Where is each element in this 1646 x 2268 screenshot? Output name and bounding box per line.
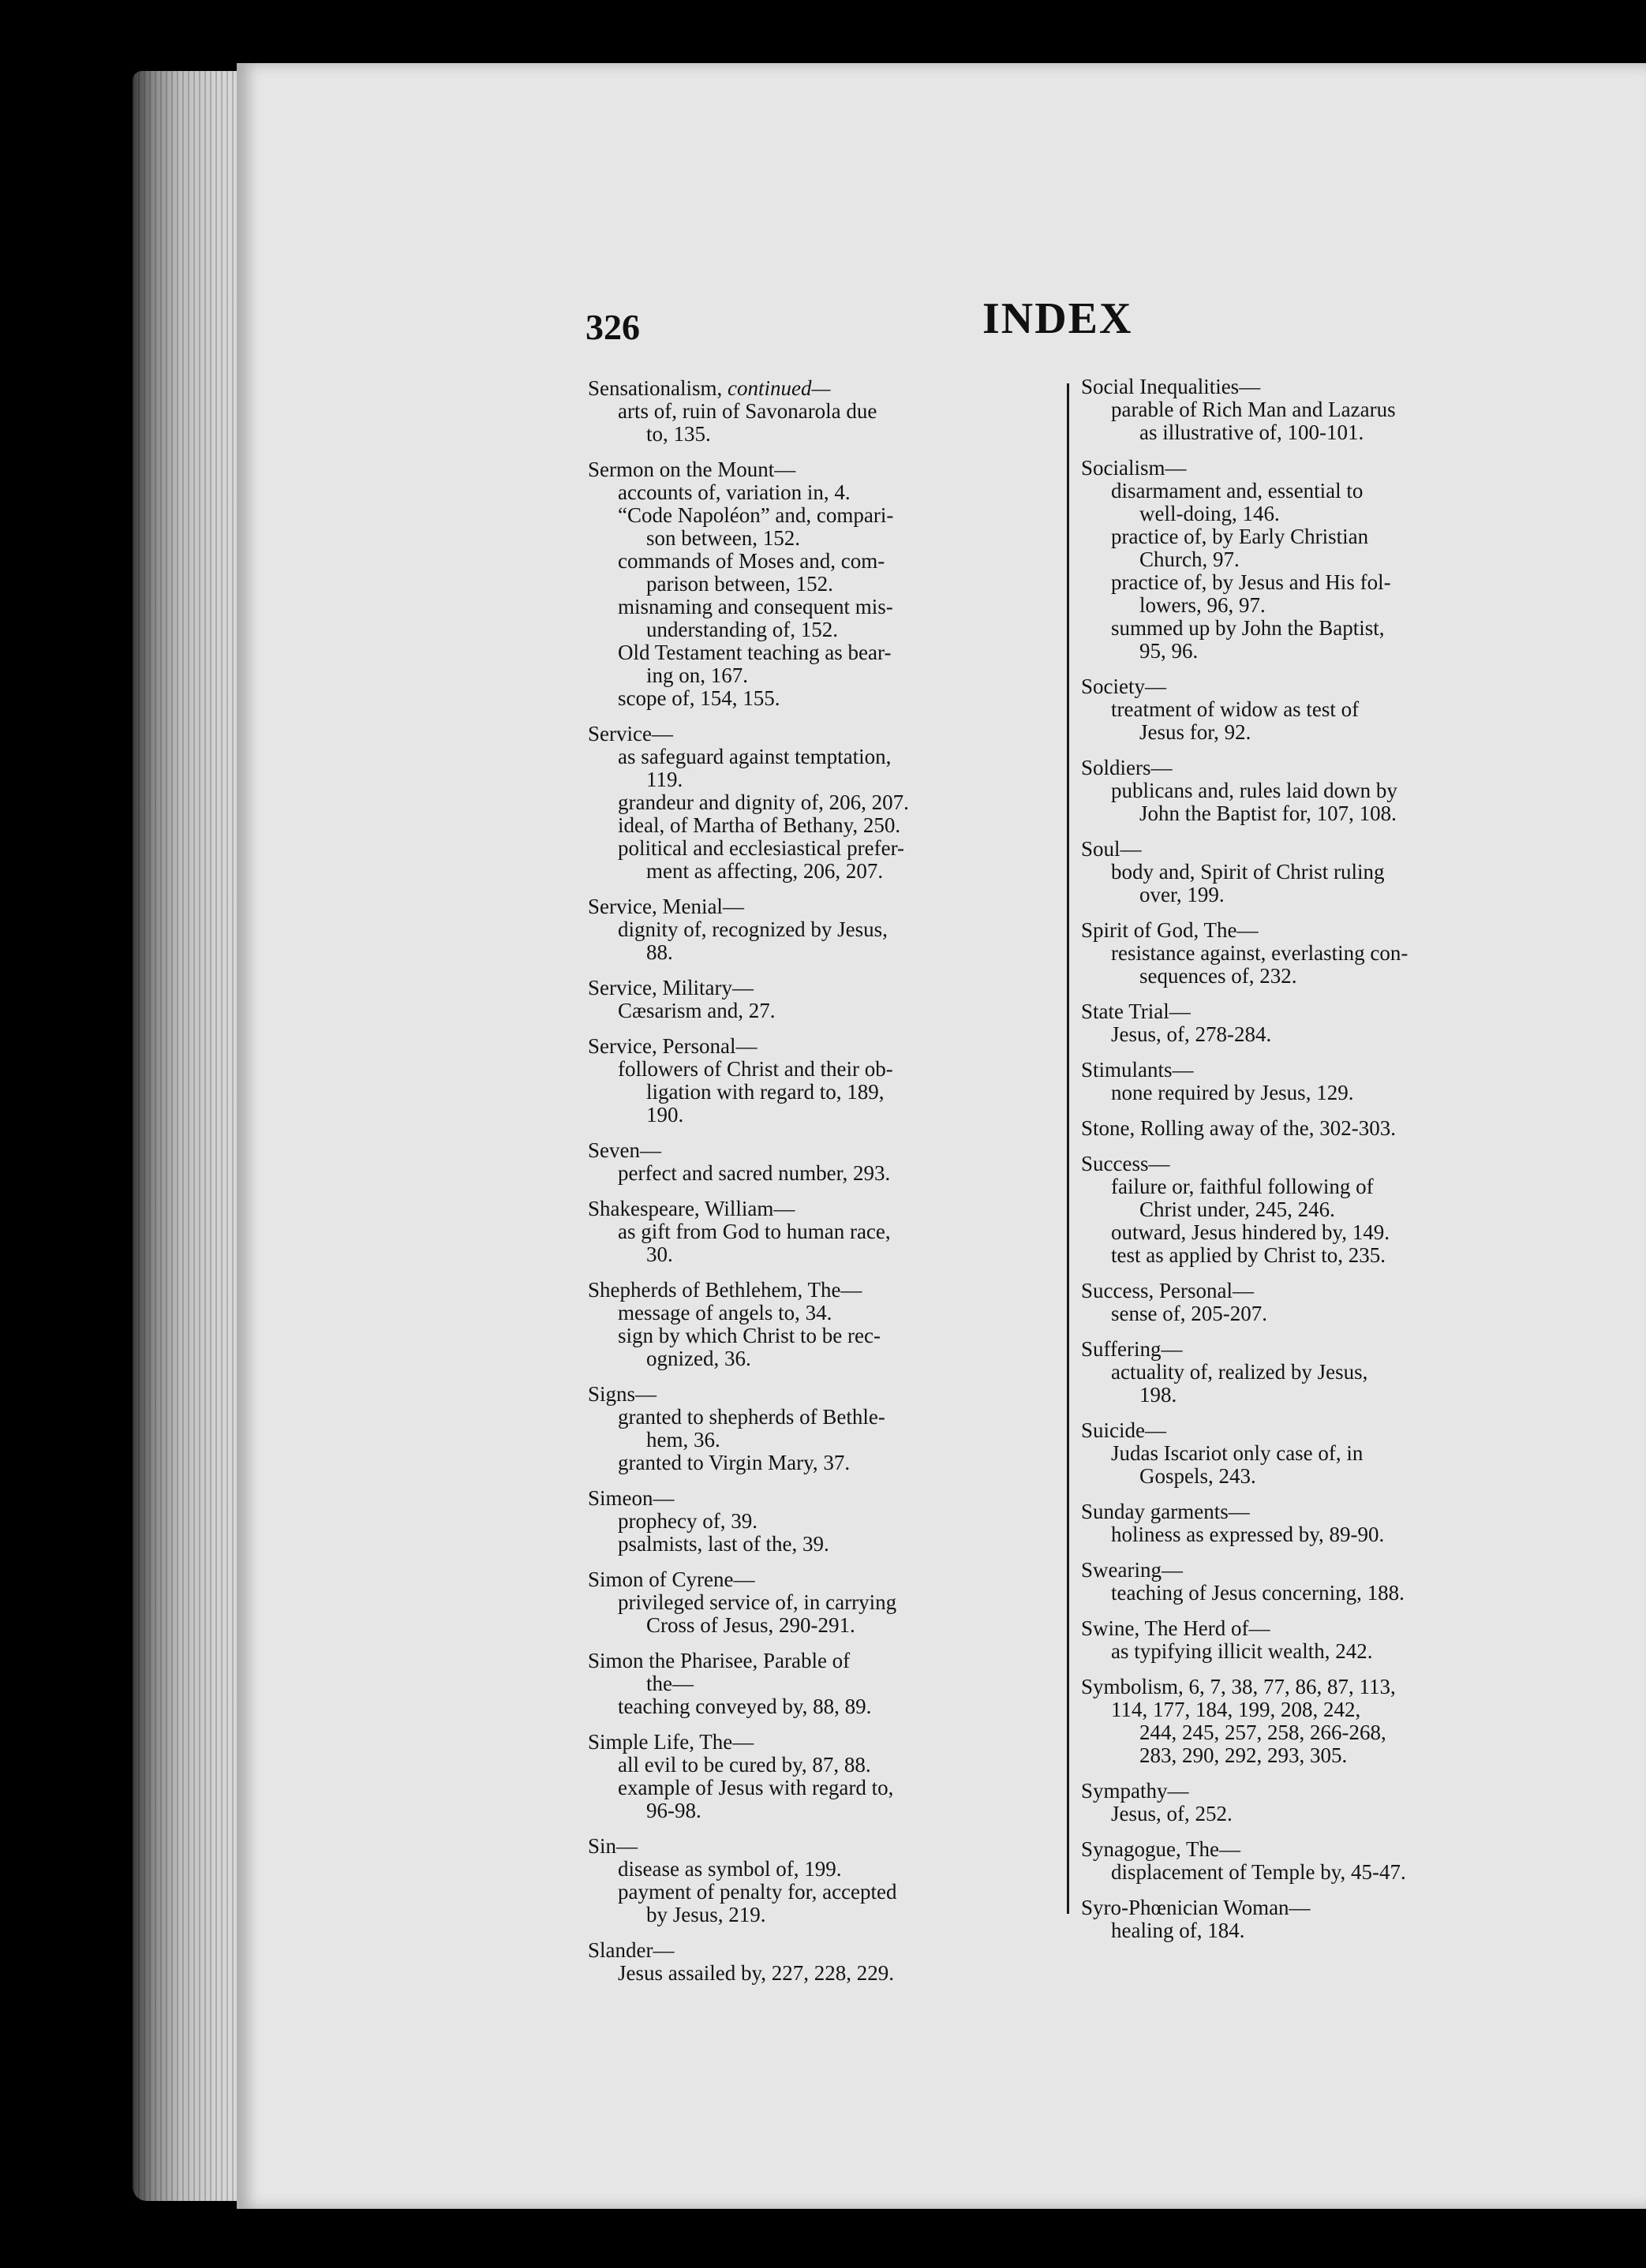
index-subentry: [1081, 942, 1562, 988]
index-heading-text: Shakespeare, William—: [588, 1197, 795, 1220]
subentry-continuation-line: ment as affecting, 206, 207.: [646, 859, 884, 883]
index-heading: [1081, 1896, 1562, 1919]
subentry-continuation-line: parison between, 152.: [646, 572, 833, 596]
index-subentry: [1081, 1803, 1562, 1825]
index-heading: [1081, 675, 1562, 698]
subentry-line: grandeur and dignity of, 206, 207.: [618, 790, 909, 814]
index-subentry: [588, 1452, 1069, 1474]
subentry-continuation-line: sequences of, 232.: [1139, 964, 1297, 988]
index-heading: [1081, 1780, 1562, 1803]
index-subentry: [1081, 1221, 1562, 1244]
index-entry: [1081, 1338, 1562, 1407]
index-heading-text: Society—: [1081, 674, 1166, 698]
index-heading-text: Success, Personal—: [1081, 1279, 1254, 1302]
index-heading-text: Service, Menial—: [588, 895, 744, 918]
index-subentry: [1081, 698, 1562, 744]
index-entry: [1081, 1617, 1562, 1663]
index-entry: [588, 1383, 1069, 1474]
index-subentry: [588, 1881, 1069, 1926]
index-heading: [1081, 1117, 1562, 1140]
subentry-continuation-line: well-doing, 146.: [1139, 502, 1280, 525]
subentry-line: misnaming and consequent mis-: [618, 595, 893, 618]
index-subentry: [588, 641, 1069, 687]
page-title: INDEX: [982, 294, 1133, 343]
subentry-continuation-line: Cross of Jesus, 290-291.: [646, 1613, 855, 1637]
subentry-continuation-line: 30.: [646, 1242, 673, 1266]
subentry-line: granted to shepherds of Bethle-: [618, 1405, 885, 1429]
index-heading-text: Sympathy—: [1081, 1779, 1189, 1803]
subentry-line: summed up by John the Baptist,: [1111, 616, 1385, 640]
index-heading-text: Shepherds of Bethlehem, The—: [588, 1278, 862, 1302]
index-heading-text: Suffering—: [1081, 1337, 1183, 1361]
index-subentry: [1081, 779, 1562, 825]
index-heading: [1081, 919, 1562, 942]
index-subentry: [1081, 525, 1562, 571]
subentry-line: failure or, faithful following of: [1111, 1175, 1374, 1198]
index-heading: [1081, 1000, 1562, 1023]
index-heading-text: Syro-Phœnician Woman—: [1081, 1896, 1311, 1919]
index-heading: [588, 1198, 1069, 1220]
subentry-continuation-line: by Jesus, 219.: [646, 1903, 766, 1926]
subentry-line: displacement of Temple by, 45-47.: [1111, 1860, 1406, 1884]
index-heading-text: Simeon—: [588, 1486, 675, 1510]
index-heading: [1081, 757, 1562, 779]
index-subentry: [588, 1695, 1069, 1718]
subentry-continuation-line: ligation with regard to, 189,: [646, 1080, 885, 1104]
index-subentry: [588, 504, 1069, 550]
subentry-line: privileged service of, in carrying: [618, 1590, 897, 1614]
index-heading-text: Swine, The Herd of—: [1081, 1616, 1270, 1640]
index-subentry: [588, 1533, 1069, 1556]
index-heading: [588, 1279, 1069, 1302]
subentry-line: actuality of, realized by Jesus,: [1111, 1360, 1368, 1384]
subentry-line: arts of, ruin of Savonarola due: [618, 399, 877, 423]
index-subentry: [1081, 861, 1562, 906]
subentry-line: accounts of, variation in, 4.: [618, 480, 851, 504]
index-entry: [588, 1139, 1069, 1185]
index-subentry: [588, 1058, 1069, 1127]
subentry-line: holiness as expressed by, 89-90.: [1111, 1523, 1385, 1546]
subentry-line: teaching of Jesus concerning, 188.: [1111, 1581, 1405, 1605]
index-entry: [1081, 1896, 1562, 1942]
index-subentry: [1081, 571, 1562, 617]
index-subentry: [588, 745, 1069, 791]
index-entry: [588, 1650, 1069, 1718]
index-subentry: [1081, 480, 1562, 525]
index-entry: [588, 458, 1069, 710]
index-heading-text: Signs—: [588, 1382, 657, 1406]
index-heading-text: Simon of Cyrene—: [588, 1567, 755, 1591]
index-entry: [1081, 1280, 1562, 1325]
index-heading: [1081, 1153, 1562, 1175]
index-heading: [1081, 1338, 1562, 1361]
index-subentry: [588, 596, 1069, 641]
subentry-line: as gift from God to human race,: [618, 1220, 891, 1243]
index-heading: [588, 458, 1069, 481]
index-entry: [588, 1279, 1069, 1370]
subentry-continuation-line: 88.: [646, 940, 673, 964]
index-subentry: [1081, 398, 1562, 444]
index-heading-note: continued—: [728, 376, 831, 400]
index-subentry: [588, 400, 1069, 446]
subentry-line: healing of, 184.: [1111, 1919, 1245, 1942]
index-subentry: [1081, 1582, 1562, 1605]
index-entry: [1081, 1676, 1562, 1767]
index-column-left: [588, 377, 1069, 1997]
index-subentry: [1081, 1302, 1562, 1325]
index-heading: [588, 1383, 1069, 1406]
subentry-continuation-line: John the Baptist for, 107, 108.: [1139, 801, 1397, 825]
index-heading: [1081, 1059, 1562, 1082]
index-heading-text: Swearing—: [1081, 1558, 1183, 1582]
index-heading-text: Sin—: [588, 1834, 638, 1858]
index-heading-text: Socialism—: [1081, 456, 1187, 480]
index-entry: [588, 377, 1069, 446]
subentry-line: granted to Virgin Mary, 37.: [618, 1451, 851, 1474]
index-heading: [588, 1835, 1069, 1858]
index-heading-text: Social Inequalities—: [1081, 375, 1261, 398]
subentry-line: treatment of widow as test of: [1111, 697, 1360, 721]
subentry-line: prophecy of, 39.: [618, 1509, 758, 1533]
subentry-continuation-line: hem, 36.: [646, 1428, 720, 1452]
subentry-line: sense of, 205-207.: [1111, 1302, 1267, 1325]
index-entry: [588, 723, 1069, 883]
subentry-line: Cæsarism and, 27.: [618, 999, 776, 1022]
subentry-line: disease as symbol of, 199.: [618, 1857, 842, 1881]
index-heading-text: Soldiers—: [1081, 756, 1173, 779]
subentry-continuation-line: 95, 96.: [1139, 639, 1199, 663]
index-heading: [1081, 1676, 1562, 1698]
subentry-line: Judas Iscariot only case of, in: [1111, 1441, 1364, 1465]
subentry-continuation-line: as illustrative of, 100-101.: [1139, 420, 1364, 444]
index-subentry: [588, 1302, 1069, 1325]
index-subentry: [588, 1962, 1069, 1985]
subentry-line: political and ecclesiastical prefer-: [618, 836, 905, 860]
index-subentry: [1081, 617, 1562, 663]
subentry-line: psalmists, last of the, 39.: [618, 1532, 829, 1556]
index-entry: [1081, 1559, 1562, 1605]
subentry-continuation-line: ing on, 167.: [646, 663, 749, 687]
page-number: 326: [585, 307, 640, 347]
index-heading: [588, 377, 1069, 400]
index-heading: [588, 895, 1069, 918]
index-heading-text: Slander—: [588, 1938, 675, 1962]
subentry-line: practice of, by Early Christian: [1111, 525, 1369, 548]
index-entry: [1081, 838, 1562, 906]
subentry-line: scope of, 154, 155.: [618, 686, 780, 710]
index-heading: [1081, 1280, 1562, 1302]
subentry-line: all evil to be cured by, 87, 88.: [618, 1753, 871, 1777]
column-divider: [1067, 383, 1069, 1914]
index-subentry: [588, 999, 1069, 1022]
index-subentry: [1081, 1442, 1562, 1488]
subentry-line: practice of, by Jesus and His fol-: [1111, 570, 1391, 594]
index-entry: [588, 1568, 1069, 1637]
index-entry: [1081, 457, 1562, 663]
index-heading: [588, 1139, 1069, 1162]
index-entry: [588, 1939, 1069, 1985]
index-entry: [588, 1035, 1069, 1127]
subentry-line: sign by which Christ to be rec-: [618, 1324, 881, 1347]
index-heading-text: Simple Life, The—: [588, 1730, 754, 1754]
index-subentry: [588, 1162, 1069, 1185]
subentry-line: as safeguard against temptation,: [618, 745, 892, 768]
subentry-continuation-line: Jesus for, 92.: [1139, 720, 1251, 744]
index-heading-text: Sermon on the Mount—: [588, 458, 796, 481]
index-heading-text: Service, Military—: [588, 976, 754, 999]
subentry-continuation-line: ognized, 36.: [646, 1347, 751, 1370]
index-heading: [1081, 376, 1562, 398]
index-subentry: [1081, 1698, 1562, 1767]
index-entry: [588, 1198, 1069, 1266]
index-subentry: [588, 687, 1069, 710]
index-heading-continuation: the—: [646, 1672, 694, 1695]
index-subentry: [1081, 1082, 1562, 1104]
index-heading-text: Success—: [1081, 1152, 1170, 1175]
index-heading-text: Sunday garments—: [1081, 1500, 1250, 1523]
index-entry: [1081, 1059, 1562, 1104]
subentry-continuation-line: 190.: [646, 1103, 684, 1127]
subentry-line: commands of Moses and, com-: [618, 549, 885, 573]
index-subentry: [588, 1591, 1069, 1637]
index-heading-text: Suicide—: [1081, 1418, 1166, 1442]
index-subentry: [588, 1858, 1069, 1881]
book-page-edges: [133, 71, 251, 2201]
index-heading: [1081, 1500, 1562, 1523]
index-subentry: [588, 1777, 1069, 1822]
subentry-line: Jesus assailed by, 227, 228, 229.: [618, 1961, 894, 1985]
index-subentry: [588, 837, 1069, 883]
index-column-right: [1081, 376, 1562, 1955]
index-heading: [588, 1035, 1069, 1058]
subentry-continuation-line: 244, 245, 257, 258, 266-268,: [1139, 1721, 1386, 1744]
index-heading-text: Service, Personal—: [588, 1034, 758, 1058]
index-heading-text: Service—: [588, 722, 673, 745]
index-entry: [1081, 675, 1562, 744]
index-heading: [1081, 1559, 1562, 1582]
subentry-continuation-line: Church, 97.: [1139, 547, 1240, 571]
index-subentry: [588, 1220, 1069, 1266]
subentry-line: parable of Rich Man and Lazarus: [1111, 398, 1396, 421]
subentry-line: perfect and sacred number, 293.: [618, 1161, 891, 1185]
index-subentry: [588, 1754, 1069, 1777]
subentry-line: outward, Jesus hindered by, 149.: [1111, 1220, 1390, 1244]
index-subentry: [588, 1510, 1069, 1533]
index-entry: [1081, 919, 1562, 988]
index-entry: [588, 895, 1069, 964]
index-heading: [588, 723, 1069, 745]
subentry-line: payment of penalty for, accepted: [618, 1880, 897, 1904]
index-subentry: [588, 918, 1069, 964]
index-entry: [1081, 1780, 1562, 1825]
index-heading-text: Symbolism, 6, 7, 38, 77, 86, 87, 113,: [1081, 1675, 1396, 1698]
subentry-line: message of angels to, 34.: [618, 1301, 832, 1325]
index-subentry: [588, 481, 1069, 504]
subentry-continuation-line: lowers, 96, 97.: [1139, 593, 1266, 617]
index-subentry: [1081, 1919, 1562, 1942]
index-heading: [588, 1568, 1069, 1591]
subentry-line: followers of Christ and their ob-: [618, 1057, 893, 1081]
index-entry: [1081, 1000, 1562, 1046]
index-heading-text: State Trial—: [1081, 999, 1191, 1023]
index-subentry: [1081, 1640, 1562, 1663]
subentry-continuation-line: Christ under, 245, 246.: [1139, 1198, 1335, 1221]
index-heading: [588, 1487, 1069, 1510]
index-subentry: [1081, 1861, 1562, 1884]
index-entry: [588, 977, 1069, 1022]
index-entry: [588, 1835, 1069, 1926]
index-heading: [1081, 838, 1562, 861]
subentry-line: dignity of, recognized by Jesus,: [618, 917, 888, 941]
index-heading-text: Spirit of God, The—: [1081, 918, 1259, 942]
subentry-continuation-line: son between, 152.: [646, 526, 800, 550]
index-subentry: [588, 550, 1069, 596]
index-subentry: [1081, 1523, 1562, 1546]
index-heading: [588, 1650, 1069, 1672]
index-heading: [1081, 1838, 1562, 1861]
subentry-line: resistance against, everlasting con-: [1111, 941, 1408, 965]
index-heading-text: Seven—: [588, 1138, 661, 1162]
index-heading-text: Stimulants—: [1081, 1058, 1194, 1082]
index-entry: [1081, 1419, 1562, 1488]
subentry-line: publicans and, rules laid down by: [1111, 779, 1397, 802]
index-subentry: [588, 1406, 1069, 1452]
subentry-line: Old Testament teaching as bear-: [618, 641, 892, 664]
index-subentry: [1081, 1361, 1562, 1407]
index-entry: [588, 1731, 1069, 1822]
subentry-line: as typifying illicit wealth, 242.: [1111, 1639, 1373, 1663]
subentry-line: 114, 177, 184, 199, 208, 242,: [1111, 1698, 1361, 1721]
index-heading: [1081, 1617, 1562, 1640]
index-heading-text: Simon the Pharisee, Parable of: [588, 1649, 851, 1672]
index-subentry: [588, 814, 1069, 837]
subentry-continuation-line: understanding of, 152.: [646, 618, 838, 641]
subentry-continuation-line: to, 135.: [646, 422, 711, 446]
index-heading: [588, 1939, 1069, 1962]
index-subentry: [588, 791, 1069, 814]
subentry-line: ideal, of Martha of Bethany, 250.: [618, 813, 901, 837]
subentry-continuation-line: 96-98.: [646, 1799, 701, 1822]
index-subentry: [1081, 1023, 1562, 1046]
index-heading: [588, 977, 1069, 999]
subentry-line: body and, Spirit of Christ ruling: [1111, 860, 1385, 884]
index-heading: [1081, 457, 1562, 480]
index-heading-text: Stone, Rolling away of the, 302-303.: [1081, 1116, 1396, 1140]
index-subentry: [1081, 1244, 1562, 1267]
subentry-line: test as applied by Christ to, 235.: [1111, 1243, 1386, 1267]
index-heading: [588, 1731, 1069, 1754]
index-entry: [1081, 1117, 1562, 1140]
subentry-line: Jesus, of, 278-284.: [1111, 1022, 1272, 1046]
subentry-line: teaching conveyed by, 88, 89.: [618, 1694, 872, 1718]
subentry-line: none required by Jesus, 129.: [1111, 1081, 1354, 1104]
subentry-line: Jesus, of, 252.: [1111, 1802, 1233, 1825]
index-entry: [1081, 1838, 1562, 1884]
index-heading-text: Soul—: [1081, 837, 1142, 861]
index-heading-text: Sensationalism,: [588, 376, 723, 400]
index-heading: [1081, 1419, 1562, 1442]
subentry-continuation-line: 119.: [646, 768, 683, 791]
index-subentry: [588, 1325, 1069, 1370]
index-subentry: [1081, 1175, 1562, 1221]
subentry-line: disarmament and, essential to: [1111, 479, 1364, 503]
index-entry: [588, 1487, 1069, 1556]
index-entry: [1081, 376, 1562, 444]
index-entry: [1081, 1153, 1562, 1267]
subentry-continuation-line: Gospels, 243.: [1139, 1464, 1256, 1488]
subentry-continuation-line: 198.: [1139, 1383, 1177, 1407]
subentry-line: example of Jesus with regard to,: [618, 1776, 894, 1799]
subentry-continuation-line: over, 199.: [1139, 883, 1225, 906]
subentry-continuation-line: 283, 290, 292, 293, 305.: [1139, 1743, 1348, 1767]
index-entry: [1081, 1500, 1562, 1546]
index-entry: [1081, 757, 1562, 825]
subentry-line: “Code Napoléon” and, compari-: [618, 503, 894, 527]
index-heading-text: Synagogue, The—: [1081, 1837, 1240, 1861]
